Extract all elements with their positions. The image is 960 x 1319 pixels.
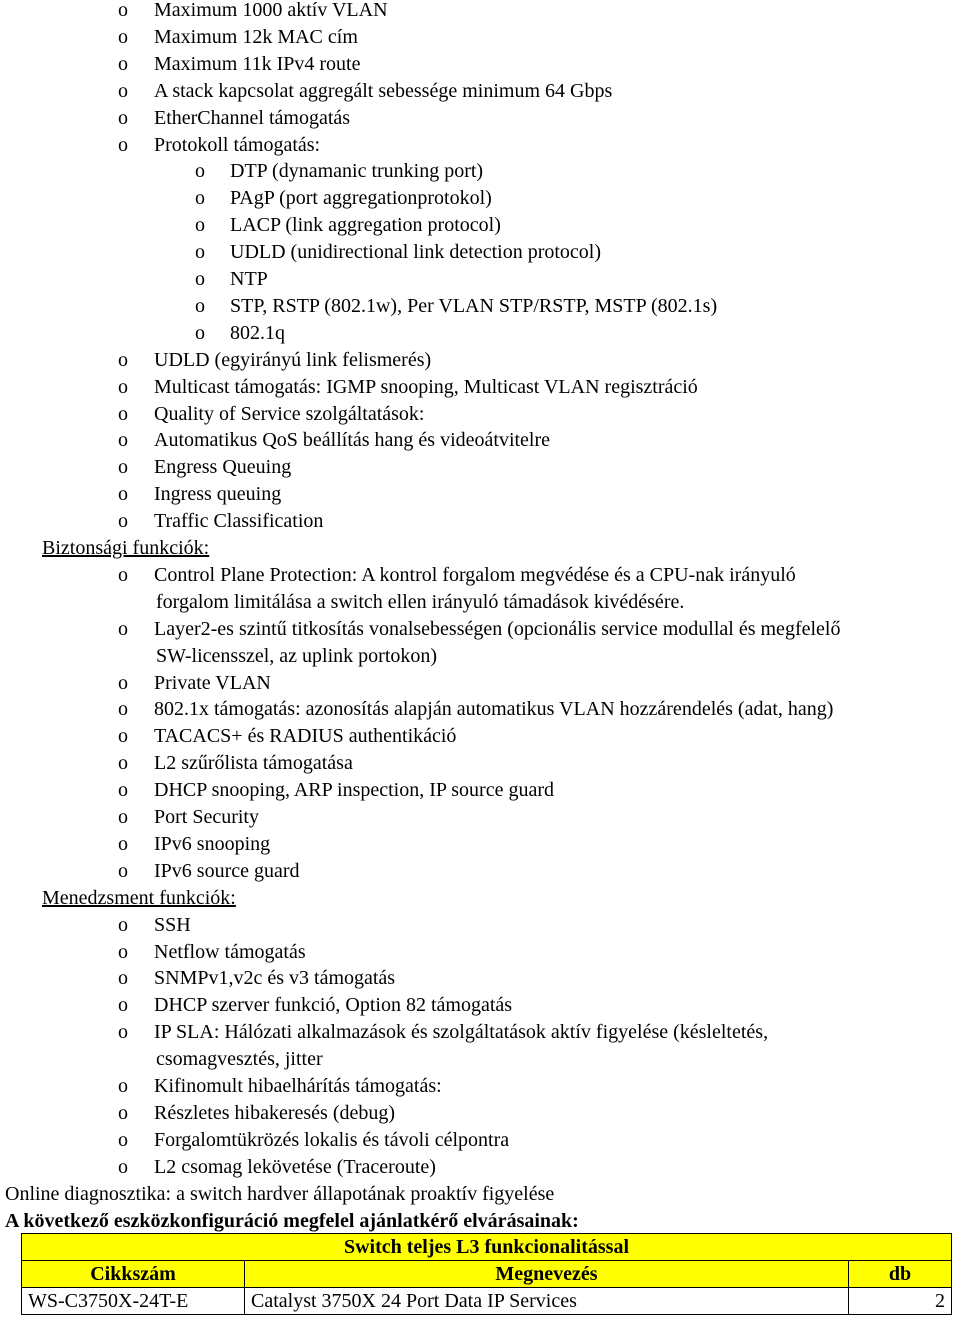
security-item: TACACS+ és RADIUS authentikáció (154, 725, 457, 747)
management-item: Forgalomtükrözés lokalis és távoli célpontra (154, 1129, 510, 1151)
list-item: Ingress queuing (154, 483, 282, 505)
table-title: Switch teljes L3 funkcionalitással (22, 1234, 952, 1261)
bullet-marker: o (118, 483, 128, 505)
security-item: IPv6 snooping (154, 833, 271, 855)
bullet-marker: o (118, 1129, 128, 1151)
bullet-marker: o (118, 967, 128, 989)
protocol-item: UDLD (unidirectional link detection protocol) (230, 241, 602, 263)
security-item: DHCP snooping, ARP inspection, IP source guard (154, 779, 554, 801)
config-table (21, 1233, 952, 1315)
management-item: Kifinomult hibaelhárítás támogatás: (154, 1075, 442, 1097)
online-diagnostics-text: Online diagnosztika: a switch hardver állapotának proaktív figyelése (5, 1183, 555, 1205)
protocol-item: DTP (dynamanic trunking port) (230, 160, 484, 182)
list-item: Protokoll támogatás: (154, 134, 321, 156)
header-megnevezes: Megnevezés (245, 1261, 849, 1288)
cell-cikkszam: WS-C3750X-24T-E (22, 1288, 245, 1315)
security-item: 802.1x támogatás: azonosítás alapján automatikus VLAN hozzárendelés (adat, hang) (154, 698, 834, 720)
list-item: Maximum 12k MAC cím (154, 26, 358, 48)
bullet-marker: o (118, 860, 128, 882)
bullet-marker: o (118, 833, 128, 855)
bullet-marker: o (118, 698, 128, 720)
security-item: forgalom limitálása a switch ellen irányuló támadások kivédésére. (156, 591, 685, 613)
list-item: A stack kapcsolat aggregált sebessége minimum 64 Gbps (154, 80, 613, 102)
bullet-marker: o (118, 26, 128, 48)
security-item: Control Plane Protection: A kontrol forgalom megvédése és a CPU-nak irányuló (154, 564, 796, 586)
bullet-marker: o (118, 510, 128, 532)
list-item: Maximum 11k IPv4 route (154, 53, 361, 75)
bullet-marker: o (118, 564, 128, 586)
list-item: Multicast támogatás: IGMP snooping, Multicast VLAN regisztráció (154, 376, 698, 398)
bullet-marker: o (118, 618, 128, 640)
bullet-marker: o (195, 295, 205, 317)
bullet-marker: o (118, 53, 128, 75)
protocol-item: LACP (link aggregation protocol) (230, 214, 501, 236)
bullet-marker: o (118, 456, 128, 478)
management-item: IP SLA: Hálózati alkalmazások és szolgáltatások aktív figyelése (késleltetés, (154, 1021, 769, 1043)
security-item: IPv6 source guard (154, 860, 300, 882)
list-item: UDLD (egyirányú link felismerés) (154, 349, 432, 371)
bullet-marker: o (118, 725, 128, 747)
table-header-row (22, 1261, 952, 1288)
bullet-marker: o (195, 322, 205, 344)
bullet-marker: o (118, 376, 128, 398)
protocol-item: PAgP (port aggregationprotokol) (230, 187, 492, 209)
management-item: Netflow támogatás (154, 941, 306, 963)
security-item: Private VLAN (154, 672, 271, 694)
list-item: Automatikus QoS beállítás hang és videoátvitelre (154, 429, 551, 451)
list-item: Engress Queuing (154, 456, 292, 478)
bullet-marker: o (118, 994, 128, 1016)
management-item: Részletes hibakeresés (debug) (154, 1102, 396, 1124)
bullet-marker: o (118, 672, 128, 694)
management-item: csomagvesztés, jitter (156, 1048, 323, 1070)
bullet-marker: o (195, 214, 205, 236)
bullet-marker: o (118, 1075, 128, 1097)
bullet-marker: o (195, 160, 205, 182)
management-item: SSH (154, 914, 191, 936)
header-db: db (849, 1261, 952, 1288)
protocol-item: NTP (230, 268, 268, 290)
bullet-marker: o (118, 941, 128, 963)
bullet-marker: o (118, 1021, 128, 1043)
security-item: L2 szűrőlista támogatása (154, 752, 353, 774)
bullet-marker: o (118, 752, 128, 774)
cell-db: 2 (849, 1288, 952, 1315)
config-heading: A következő eszközkonfiguráció megfelel ajánlatkérő elvárásainak: (5, 1210, 579, 1232)
management-heading: Menedzsment funkciók: (42, 887, 236, 909)
bullet-marker: o (118, 914, 128, 936)
bullet-marker: o (118, 429, 128, 451)
table-title-row (22, 1234, 952, 1261)
bullet-marker: o (118, 1102, 128, 1124)
cell-megnevezes: Catalyst 3750X 24 Port Data IP Services (245, 1288, 849, 1315)
bullet-marker: o (118, 80, 128, 102)
management-item: DHCP szerver funkció, Option 82 támogatás (154, 994, 513, 1016)
bullet-marker: o (118, 134, 128, 156)
table-row (22, 1288, 952, 1315)
security-item: SW-licensszel, az uplink portokon) (156, 645, 438, 667)
bullet-marker: o (118, 0, 128, 21)
security-item: Port Security (154, 806, 259, 828)
management-item: SNMPv1,v2c és v3 támogatás (154, 967, 396, 989)
list-item: EtherChannel támogatás (154, 107, 351, 129)
management-item: L2 csomag lekövetése (Traceroute) (154, 1156, 436, 1178)
header-cikkszam: Cikkszám (22, 1261, 245, 1288)
protocol-item: 802.1q (230, 322, 285, 344)
bullet-marker: o (118, 806, 128, 828)
bullet-marker: o (195, 268, 205, 290)
bullet-marker: o (118, 779, 128, 801)
list-item: Quality of Service szolgáltatások: (154, 403, 425, 425)
bullet-marker: o (195, 241, 205, 263)
bullet-marker: o (118, 107, 128, 129)
list-item: Maximum 1000 aktív VLAN (154, 0, 388, 21)
bullet-marker: o (195, 187, 205, 209)
list-item: Traffic Classification (154, 510, 324, 532)
bullet-marker: o (118, 1156, 128, 1178)
bullet-marker: o (118, 349, 128, 371)
security-item: Layer2-es szintű titkosítás vonalsebességen (opcionális service modullal és megfelelő (154, 618, 841, 640)
bullet-marker: o (118, 403, 128, 425)
security-heading: Biztonsági funkciók: (42, 537, 210, 559)
protocol-item: STP, RSTP (802.1w), Per VLAN STP/RSTP, MSTP (802.1s) (230, 295, 718, 317)
